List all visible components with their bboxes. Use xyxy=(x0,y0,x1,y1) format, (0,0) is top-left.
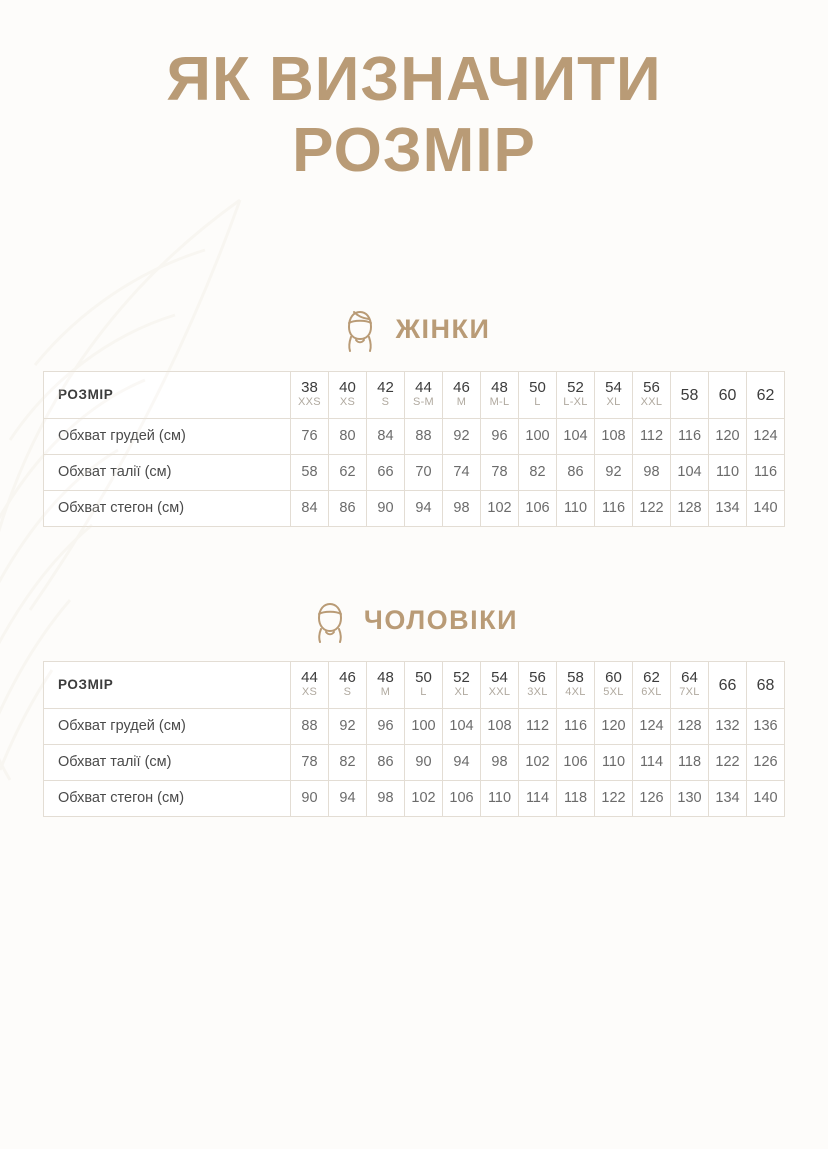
men-col-11 xyxy=(709,661,747,708)
women-col-3 xyxy=(405,371,443,418)
women-col-9-num: 56 xyxy=(643,379,660,397)
women-col-3-alpha: S-M xyxy=(412,396,435,409)
men-r0-c6: 112 xyxy=(519,708,557,744)
table-header-row xyxy=(44,371,785,418)
men-r0-c3: 100 xyxy=(405,708,443,744)
women-r1-c12: 116 xyxy=(747,454,785,490)
women-r1-c6: 82 xyxy=(519,454,557,490)
men-r0-c1: 92 xyxy=(329,708,367,744)
men-r1-c3: 90 xyxy=(405,744,443,780)
women-r0-c8: 108 xyxy=(595,418,633,454)
women-col-0-num: 38 xyxy=(301,379,318,397)
men-r1-c12: 126 xyxy=(747,744,785,780)
men-col-7 xyxy=(557,661,595,708)
women-col-12-num: 62 xyxy=(756,386,775,404)
women-col-8-num: 54 xyxy=(605,379,622,397)
men-r0-c2: 96 xyxy=(367,708,405,744)
women-r2-c3: 94 xyxy=(405,490,443,526)
women-col-1 xyxy=(329,371,367,418)
women-col-8-alpha: XL xyxy=(606,396,621,409)
women-col-1-alpha: XS xyxy=(339,396,356,409)
women-col-4 xyxy=(443,371,481,418)
men-r2-c4: 106 xyxy=(443,780,481,816)
men-r1-c6: 102 xyxy=(519,744,557,780)
men-r1-c2: 86 xyxy=(367,744,405,780)
men-col-10-alpha: 7XL xyxy=(679,686,700,699)
women-col-7-alpha: L-XL xyxy=(563,396,588,409)
women-r2-c2: 90 xyxy=(367,490,405,526)
men-r0-c8: 120 xyxy=(595,708,633,744)
women-r2-c8: 116 xyxy=(595,490,633,526)
men-r2-c11: 134 xyxy=(709,780,747,816)
men-section xyxy=(0,599,828,817)
women-r1-c3: 70 xyxy=(405,454,443,490)
women-col-4-alpha: M xyxy=(456,396,467,409)
women-r2-c5: 102 xyxy=(481,490,519,526)
women-r1-c2: 66 xyxy=(367,454,405,490)
women-col-0-alpha: XXS xyxy=(298,396,321,409)
men-col-2 xyxy=(367,661,405,708)
men-col-1 xyxy=(329,661,367,708)
women-r1-c5: 78 xyxy=(481,454,519,490)
women-col-1-num: 40 xyxy=(339,379,356,397)
men-col-4 xyxy=(443,661,481,708)
women-col-3-num: 44 xyxy=(415,379,432,397)
men-r0-c7: 116 xyxy=(557,708,595,744)
page-title-line-2: РОЗМІР xyxy=(292,116,536,186)
table-row xyxy=(44,490,785,526)
men-col-12 xyxy=(747,661,785,708)
women-r0-c11: 120 xyxy=(709,418,747,454)
men-r0-c11: 132 xyxy=(709,708,747,744)
men-r2-c5: 110 xyxy=(481,780,519,816)
men-r1-c8: 110 xyxy=(595,744,633,780)
men-col-5-num: 54 xyxy=(491,669,508,687)
women-r0-c0: 76 xyxy=(291,418,329,454)
men-r1-c7: 106 xyxy=(557,744,595,780)
women-col-5-num: 48 xyxy=(491,379,508,397)
women-col-11 xyxy=(709,371,747,418)
women-col-11-num: 60 xyxy=(718,386,737,404)
page-title-line-1: ЯК ВИЗНАЧИТИ xyxy=(166,45,662,114)
women-r0-c10: 116 xyxy=(671,418,709,454)
men-col-0-alpha: XS xyxy=(301,686,318,699)
women-r0-c9: 112 xyxy=(633,418,671,454)
men-r2-c10: 130 xyxy=(671,780,709,816)
women-r1-c9: 98 xyxy=(633,454,671,490)
men-r2-c12: 140 xyxy=(747,780,785,816)
women-r1-c11: 110 xyxy=(709,454,747,490)
women-col-9-alpha: XXL xyxy=(640,396,663,409)
women-section xyxy=(0,307,828,527)
women-r2-c9: 122 xyxy=(633,490,671,526)
women-col-10-num: 58 xyxy=(680,386,699,404)
men-corner-header: РОЗМІР xyxy=(44,661,291,708)
men-section-label: ЧОЛОВІКИ xyxy=(363,605,519,636)
women-r1-c10: 104 xyxy=(671,454,709,490)
women-r1-c0: 58 xyxy=(291,454,329,490)
women-col-2 xyxy=(367,371,405,418)
women-r1-c8: 92 xyxy=(595,454,633,490)
men-section-header xyxy=(0,599,828,643)
men-r0-c12: 136 xyxy=(747,708,785,744)
men-size-table xyxy=(43,661,785,817)
women-r2-c4: 98 xyxy=(443,490,481,526)
men-col-1-num: 46 xyxy=(339,669,356,687)
men-col-0-num: 44 xyxy=(301,669,318,687)
women-col-7-num: 52 xyxy=(567,379,584,397)
men-r2-c1: 94 xyxy=(329,780,367,816)
men-row-0-label: Обхват грудей (см) xyxy=(44,708,291,744)
woman-head-icon xyxy=(338,307,382,353)
women-size-table xyxy=(43,371,785,527)
women-r0-c3: 88 xyxy=(405,418,443,454)
table-row xyxy=(44,744,785,780)
women-section-label: ЖІНКИ xyxy=(395,314,491,345)
women-r1-c1: 62 xyxy=(329,454,367,490)
women-r2-c6: 106 xyxy=(519,490,557,526)
women-col-7 xyxy=(557,371,595,418)
men-col-7-num: 58 xyxy=(567,669,584,687)
women-r2-c11: 134 xyxy=(709,490,747,526)
table-row xyxy=(44,708,785,744)
men-col-10 xyxy=(671,661,709,708)
women-r0-c2: 84 xyxy=(367,418,405,454)
women-row-2-label: Обхват стегон (см) xyxy=(44,490,291,526)
women-r2-c7: 110 xyxy=(557,490,595,526)
men-col-5-alpha: XXL xyxy=(488,686,511,699)
men-col-3-alpha: L xyxy=(420,686,427,699)
men-r1-c11: 122 xyxy=(709,744,747,780)
women-col-9 xyxy=(633,371,671,418)
women-row-1-label: Обхват талії (см) xyxy=(44,454,291,490)
men-r2-c8: 122 xyxy=(595,780,633,816)
women-r0-c7: 104 xyxy=(557,418,595,454)
men-r0-c5: 108 xyxy=(481,708,519,744)
women-col-2-alpha: S xyxy=(381,396,390,409)
men-col-9-num: 62 xyxy=(643,669,660,687)
men-col-6-num: 56 xyxy=(529,669,546,687)
men-col-3 xyxy=(405,661,443,708)
men-col-2-num: 48 xyxy=(377,669,394,687)
men-col-8-alpha: 5XL xyxy=(603,686,624,699)
men-row-1-label: Обхват талії (см) xyxy=(44,744,291,780)
women-col-6-num: 50 xyxy=(529,379,546,397)
women-col-4-num: 46 xyxy=(453,379,470,397)
women-r2-c0: 84 xyxy=(291,490,329,526)
men-row-2-label: Обхват стегон (см) xyxy=(44,780,291,816)
women-r2-c10: 128 xyxy=(671,490,709,526)
women-col-0 xyxy=(291,371,329,418)
men-col-11-num: 66 xyxy=(718,676,737,694)
table-header-row xyxy=(44,661,785,708)
men-r0-c10: 128 xyxy=(671,708,709,744)
men-col-12-num: 68 xyxy=(756,676,775,694)
man-head-icon xyxy=(310,599,350,643)
page-title xyxy=(0,0,828,187)
women-r0-c12: 124 xyxy=(747,418,785,454)
men-r0-c4: 104 xyxy=(443,708,481,744)
men-col-1-alpha: S xyxy=(343,686,352,699)
women-col-5 xyxy=(481,371,519,418)
men-col-0 xyxy=(291,661,329,708)
men-r1-c9: 114 xyxy=(633,744,671,780)
men-r0-c0: 88 xyxy=(291,708,329,744)
men-r1-c0: 78 xyxy=(291,744,329,780)
men-col-7-alpha: 4XL xyxy=(565,686,586,699)
men-r0-c9: 124 xyxy=(633,708,671,744)
men-col-10-num: 64 xyxy=(681,669,698,687)
men-col-4-num: 52 xyxy=(453,669,470,687)
women-row-0-label: Обхват грудей (см) xyxy=(44,418,291,454)
women-col-10 xyxy=(671,371,709,418)
table-row xyxy=(44,454,785,490)
men-r1-c1: 82 xyxy=(329,744,367,780)
men-col-8 xyxy=(595,661,633,708)
table-row xyxy=(44,418,785,454)
men-r2-c6: 114 xyxy=(519,780,557,816)
men-col-9 xyxy=(633,661,671,708)
men-col-8-num: 60 xyxy=(605,669,622,687)
women-r1-c4: 74 xyxy=(443,454,481,490)
women-col-8 xyxy=(595,371,633,418)
women-r2-c1: 86 xyxy=(329,490,367,526)
men-r1-c4: 94 xyxy=(443,744,481,780)
men-r1-c10: 118 xyxy=(671,744,709,780)
women-section-header xyxy=(0,307,828,353)
men-col-6-alpha: 3XL xyxy=(527,686,548,699)
women-col-6 xyxy=(519,371,557,418)
women-r1-c7: 86 xyxy=(557,454,595,490)
women-r0-c1: 80 xyxy=(329,418,367,454)
women-col-5-alpha: M-L xyxy=(489,396,510,409)
men-r1-c5: 98 xyxy=(481,744,519,780)
women-col-12 xyxy=(747,371,785,418)
table-row xyxy=(44,780,785,816)
women-col-6-alpha: L xyxy=(534,396,541,409)
men-col-4-alpha: XL xyxy=(454,686,469,699)
women-r0-c4: 92 xyxy=(443,418,481,454)
men-r2-c0: 90 xyxy=(291,780,329,816)
men-r2-c2: 98 xyxy=(367,780,405,816)
men-col-9-alpha: 6XL xyxy=(641,686,662,699)
women-col-2-num: 42 xyxy=(377,379,394,397)
men-col-6 xyxy=(519,661,557,708)
women-corner-header: РОЗМІР xyxy=(44,371,291,418)
men-r2-c3: 102 xyxy=(405,780,443,816)
men-r2-c7: 118 xyxy=(557,780,595,816)
men-col-5 xyxy=(481,661,519,708)
men-r2-c9: 126 xyxy=(633,780,671,816)
women-r0-c6: 100 xyxy=(519,418,557,454)
men-col-2-alpha: M xyxy=(380,686,391,699)
women-r0-c5: 96 xyxy=(481,418,519,454)
men-col-3-num: 50 xyxy=(415,669,432,687)
women-r2-c12: 140 xyxy=(747,490,785,526)
